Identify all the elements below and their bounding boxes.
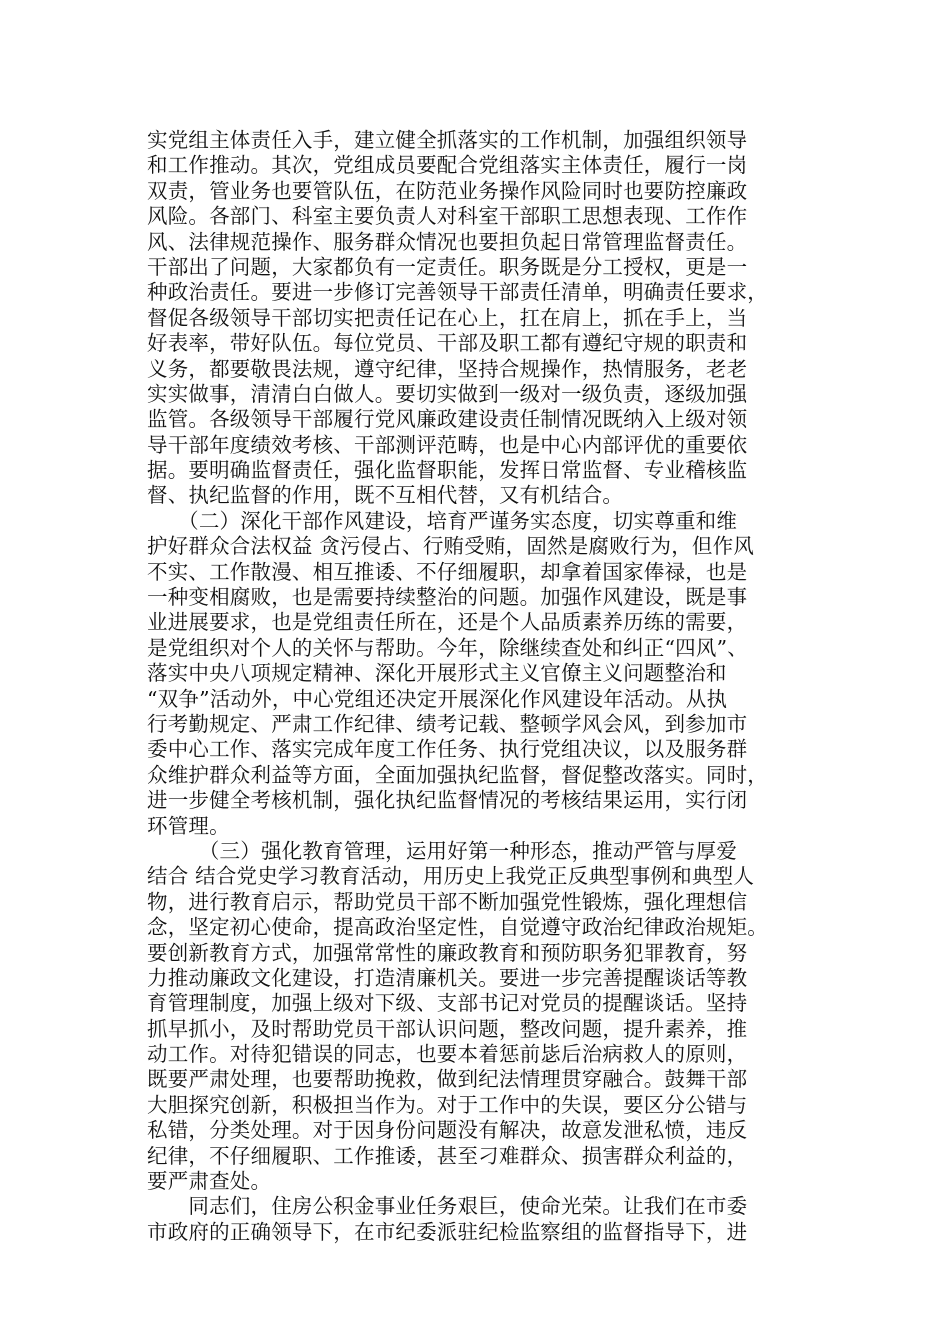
text-line: 种政治责任。要进一步修订完善领导干部责任清单，明确责任要求， (147, 280, 768, 305)
text-line: 护好群众合法权益 贪污侵占、行贿受贿，固然是腐败行为，但作风 (147, 534, 755, 559)
text-line: 抓早抓小，及时帮助党员干部认识问题，整改问题，提升素养，推 (147, 1016, 748, 1041)
text-line: 据。要明确监督责任，强化监督职能，发挥日常监督、专业稽核监 (147, 458, 748, 483)
text-line: 进一步健全考核机制，强化执纪监督情况的考核结果运用，实行闭 (147, 788, 748, 813)
text-line: 风、法律规范操作、服务群众情况也要担负起日常管理监督责任。 (147, 229, 748, 254)
text-line: 力推动廉政文化建设，打造清廉机关。要进一步完善提醒谈话等教 (147, 965, 748, 990)
text-line: 要创新教育方式，加强常常性的廉政教育和预防职务犯罪教育，努 (147, 940, 748, 965)
text-line: 导干部年度绩效考核、干部测评范畴，也是中心内部评优的重要依 (147, 432, 748, 457)
text-line: 既要严肃处理，也要帮助挽救，做到纪法情理贯穿融合。鼓舞干部 (147, 1067, 748, 1092)
text-line: 监管。各级领导干部履行党风廉政建设责任制情况既纳入上级对领 (147, 407, 748, 432)
text-line: 物，进行教育启示，帮助党员干部不断加强党性锻炼，强化理想信 (147, 889, 748, 914)
text-line: （二）深化干部作风建设，培育严谨务实态度，切实尊重和维 (147, 508, 738, 533)
text-line: 委中心工作、落实完成年度工作任务、执行党组决议，以及服务群 (147, 737, 748, 762)
text-line: 念，坚定初心使命，提高政治坚定性，自觉遵守政治纪律政治规矩。 (147, 915, 768, 940)
text-line: 风险。各部门、科室主要负责人对科室干部职工思想表现、工作作 (147, 204, 748, 229)
text-line: 市政府的正确领导下，在市纪委派驻纪检监察组的监督指导下，进 (147, 1219, 748, 1244)
text-line: 实党组主体责任入手，建立健全抓落实的工作机制，加强组织领导 (147, 128, 748, 152)
text-line: 落实中央八项规定精神、深化开展形式主义官僚主义问题整治和 (147, 661, 727, 686)
text-line: 育管理制度，加强上级对下级、支部书记对党员的提醒谈话。坚持 (147, 991, 748, 1016)
text-line: 督促各级领导干部切实把责任记在心上，扛在肩上，抓在手上，当 (147, 305, 748, 330)
text-line: 大胆探究创新，积极担当作为。对于工作中的失误，要区分公错与 (147, 1092, 748, 1117)
text-line: 督、执纪监督的作用，既不互相代替，又有机结合。 (147, 483, 624, 508)
text-line: 行考勤规定、严肃工作纪律、绩考记载、整顿学风会风，到参加市 (147, 711, 748, 736)
text-line: 动工作。对待犯错误的同志，也要本着惩前毖后治病救人的原则， (147, 1042, 748, 1067)
text-line: 好表率，带好队伍。每位党员、干部及职工都有遵纪守规的职责和 (147, 331, 748, 356)
text-line: 义务，都要敬畏法规，遵守纪律，坚持合规操作，热情服务，老老 (147, 356, 748, 381)
text-line: 私错，分类处理。对于因身份问题没有解决，故意发泄私愤，违反 (147, 1118, 748, 1143)
text-line: 是党组织对个人的关怀与帮助。今年，除继续查处和纠正“四风”、 (147, 635, 748, 660)
text-line: 业进展要求，也是党组责任所在，还是个人品质素养历练的需要， (147, 610, 748, 635)
body-text (147, 128, 807, 1245)
text-line: 实实做事，清清白白做人。要切实做到一级对一级负责，逐级加强 (147, 381, 748, 406)
text-line: 不实、工作散漫、相互推诿、不仔细履职，却拿着国家俸禄，也是 (147, 559, 748, 584)
text-line: 结合 结合党史学习教育活动，用历史上我党正反典型事例和典型人 (147, 864, 755, 889)
text-line: 一种变相腐败，也是需要持续整治的问题。加强作风建设，既是事 (147, 585, 748, 610)
text-line: “双争”活动外，中心党组还决定开展深化作风建设年活动。从执 (147, 686, 728, 711)
text-line: 干部出了问题，大家都负有一定责任。职务既是分工授权，更是一 (147, 254, 748, 279)
text-line: 和工作推动。其次，党组成员要配合党组落实主体责任，履行一岗 (147, 153, 748, 178)
text-line: 纪律，不仔细履职、工作推诿，甚至刁难群众、损害群众利益的， (147, 1143, 748, 1168)
text-line: 众维护群众利益等方面，全面加强执纪监督，督促整改落实。同时， (147, 762, 768, 787)
text-line: 同志们，住房公积金事业任务艰巨，使命光荣。让我们在市委 (147, 1194, 748, 1219)
text-line: （三）强化教育管理，运用好第一种形态，推动严管与厚爱 (147, 838, 738, 863)
text-line: 要严肃查处。 (147, 1169, 272, 1194)
text-line: 环管理。 (147, 813, 230, 838)
text-line: 双责，管业务也要管队伍，在防范业务操作风险同时也要防控廉政 (147, 178, 748, 203)
